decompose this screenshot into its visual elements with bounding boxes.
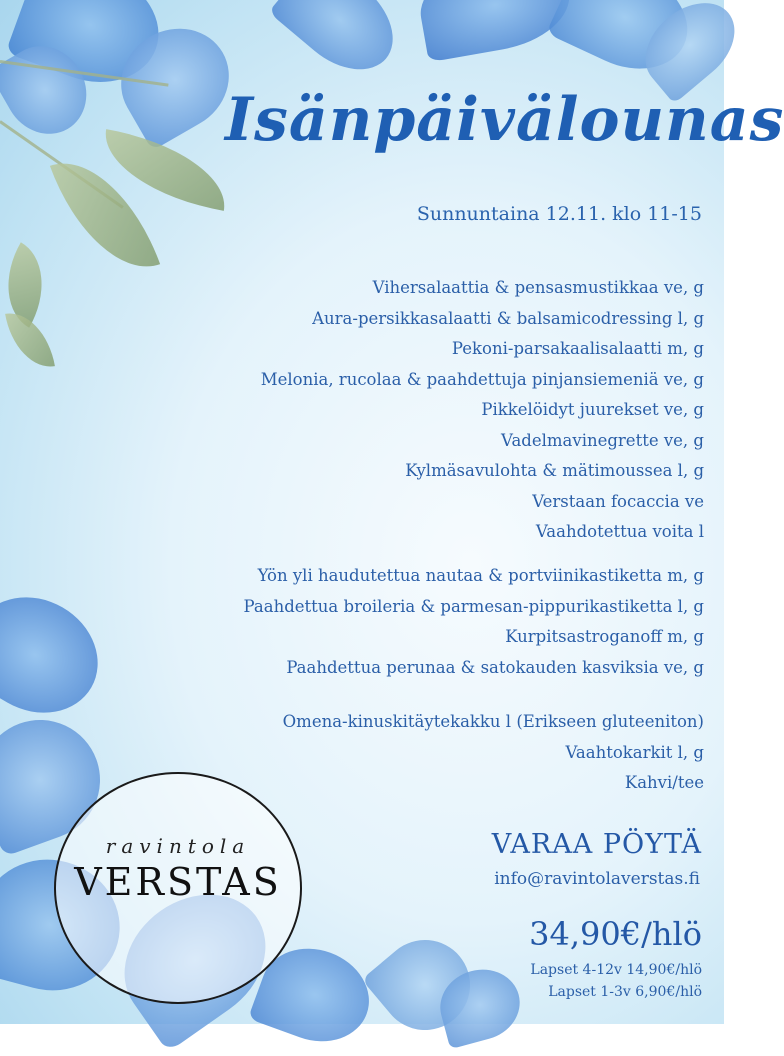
kids-price-4-12: Lapset 4-12v 14,90€/hlö xyxy=(530,962,702,978)
menu-item: Omena-kinuskitäytekakku l (Erikseen gluteeniton) xyxy=(282,712,704,731)
menu-item: Melonia, rucolaa & paahdettuja pinjansiemeniä ve, g xyxy=(260,369,704,389)
menu-item: Vaahdotettua voita l xyxy=(535,522,704,541)
menu-cold-dishes xyxy=(261,273,704,548)
logo-subtext: ravintola xyxy=(105,834,251,858)
date-time: Sunnuntaina 12.11. klo 11-15 xyxy=(416,203,702,225)
menu-item: Pikkelöidyt juurekset ve, g xyxy=(481,400,704,419)
menu-item: Kylmäsavulohta & mätimoussea l, g xyxy=(405,461,704,480)
menu-item: Yön yli haudutettua nautaa & portviinikastiketta m, g xyxy=(257,566,704,585)
menu-item: Vihersalaattia & pensasmustikkaa ve, g xyxy=(372,278,704,297)
logo-name: VERSTAS xyxy=(74,860,282,904)
menu-item: Pekoni-parsakaalisalaatti m, g xyxy=(451,339,704,358)
kids-price-1-3: Lapset 1-3v 6,90€/hlö xyxy=(548,984,702,1000)
menu-desserts xyxy=(283,707,704,799)
menu-warm-dishes xyxy=(244,561,704,683)
menu-item: Vadelmavinegrette ve, g xyxy=(501,430,704,450)
email-link[interactable]: info@ravintolaverstas.fi xyxy=(494,869,700,889)
page-title: Isänpäivälounas xyxy=(225,85,784,155)
menu-item: Verstaan focaccia ve xyxy=(532,491,704,511)
menu-item: Paahdettua perunaa & satokauden kasviksia ve, g xyxy=(286,657,704,677)
menu-item: Aura-persikkasalaatti & balsamicodressing l, g xyxy=(312,308,704,328)
restaurant-logo xyxy=(54,772,302,1004)
menu-item: Vaahtokarkit l, g xyxy=(565,742,704,762)
menu-item: Kahvi/tee xyxy=(624,773,704,792)
menu-item: Kurpitsastroganoff m, g xyxy=(505,627,704,646)
reserve-heading: VARAA PÖYTÄ xyxy=(491,829,702,860)
adult-price: 34,90€/hlö xyxy=(529,915,702,953)
menu-item: Paahdettua broileria & parmesan-pippurikastiketta l, g xyxy=(243,596,704,616)
